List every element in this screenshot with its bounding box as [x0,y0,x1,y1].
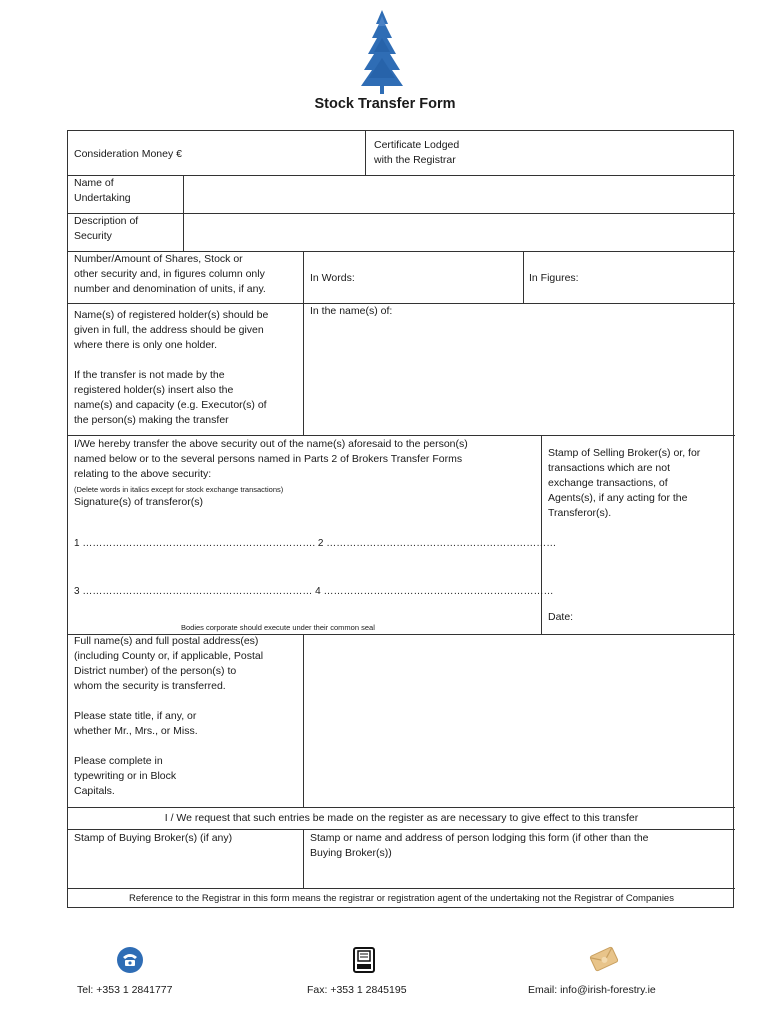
in-words-label: In Words: [310,272,355,284]
pine-tree-icon [355,8,409,96]
signature-line-3-4[interactable]: 3 …………………………………………………………… 4 …………………………………………………………… [74,586,554,597]
full-names-label: Full name(s) and full postal address(es) (including County or, if applicable, Postal District number) of the person(s) to whom the security is transferred. Please state title, if any, or whether Mr., Mrs., or Miss. Please complete in typewriting or in Block Capitals. [74,635,264,797]
certificate-lodged-label: Certificate Lodged with the Registrar [374,139,460,166]
date-label: Date: [548,611,574,623]
footer-email[interactable]: Email: info@irish-forestry.ie [528,984,656,996]
stamp-buying-broker-label: Stamp of Buying Broker(s) (if any) [74,832,233,844]
reference-note: Reference to the Registrar in this form means the registrar or registration agent of the undertaking not the Registrar of Companies [129,893,674,904]
stamp-lodging-person-label: Stamp or name and address of person lodging this form (if other than the Buying Broker(s)) [310,832,649,859]
consideration-money-label: Consideration Money € [74,148,182,160]
number-amount-label: Number/Amount of Shares, Stock or other security and, in figures column only number and denomination of units, if any. [74,253,266,295]
signatures-label: Signature(s) of transferor(s) [74,496,203,508]
request-entries-statement: I / We request that such entries be made on the register as are necessary to give effect to this transfer [164,812,639,824]
in-the-names-of-label: In the name(s) of: [310,305,393,317]
in-figures-label: In Figures: [529,272,579,284]
fax-machine-icon [352,946,378,974]
stamp-selling-broker-label: Stamp of Selling Broker(s) or, for transactions which are not exchange transactions, of Agents(s), if any acting for the Transferor(s). [548,447,701,519]
delete-words-note: (Delete words in italics except for stock exchange transactions) [74,485,284,494]
registered-holders-label: Name(s) of registered holder(s) should be given in full, the address should be given where there is only one holder. If the transfer is not made by the registered holder(s) insert also the name(s) and capacity (e.g. Executor(s) of the person(s) making the transfer [74,309,269,426]
transfer-statement: I/We hereby transfer the above security out of the name(s) aforesaid to the person(s) named below or to the several persons named in Parts 2 of Brokers Transfer Forms relating to the above security: [74,438,468,480]
footer-tel: Tel: +353 1 2841777 [77,984,173,996]
description-of-security-label: Description of Security [74,215,139,242]
description-of-security-field[interactable] [185,215,733,250]
footer-fax: Fax: +353 1 2845195 [307,984,407,996]
signature-line-1-2[interactable]: 1 ……………………………………………………………. 2 …………………………………………………………… [74,538,557,549]
stock-transfer-form [67,130,734,908]
name-of-undertaking-field[interactable] [185,177,733,212]
telephone-icon [116,946,144,974]
name-of-undertaking-label: Name of Undertaking [74,177,131,204]
transferee-address-field[interactable] [305,636,733,806]
bodies-corporate-note: Bodies corporate should execute under their common seal [181,623,375,632]
envelope-icon [588,944,620,974]
page-title: Stock Transfer Form [314,96,456,112]
